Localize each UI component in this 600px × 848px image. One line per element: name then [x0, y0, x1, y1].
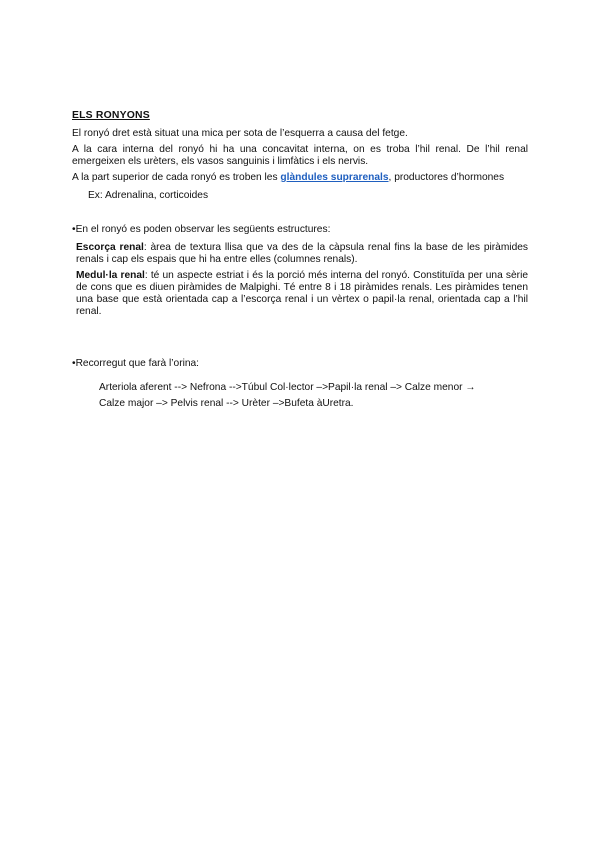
spacer: [72, 318, 528, 358]
paragraph-adrenal-end: , productores d’hormones: [388, 172, 505, 183]
paragraph-right-kidney: El ronyó dret està situat una mica per sota de l’esquerra a causa del fetge.: [72, 128, 408, 139]
document-title: ELS RONYONS: [72, 110, 150, 121]
paragraph-adrenal: [72, 172, 528, 184]
spacer: [72, 202, 528, 224]
document-page: [72, 110, 528, 410]
adrenal-glands-link[interactable]: glàndules suprarenals: [280, 172, 389, 183]
example-hormones: Ex: Adrenalina, corticoides: [88, 190, 209, 201]
renal-cortex-text: : àrea de textura llisa que va des de la càpsula renal fins la base de les piràmides renals i cap els espais que hi ha entre elles (columnes renals).: [76, 242, 528, 265]
paragraph-renal-cortex: [72, 242, 528, 266]
paragraph-renal-medulla: [72, 270, 528, 318]
structures-intro: •En el ronyó es poden observar les següents estructures:: [72, 224, 331, 235]
paragraph-adrenal-start: A la part superior de cada ronyó es troben les: [72, 172, 281, 183]
urine-route: [72, 382, 529, 410]
route-intro: •Recorregut que farà l’orina:: [72, 358, 200, 369]
route-line-2: Calze major –> Pelvis renal --> Urèter –>Bufeta àUretra.: [99, 398, 354, 409]
renal-cortex-term: Escorça renal: [76, 242, 144, 253]
route-line-1: Arteriola aferent --> Nefrona -->Túbul Col·lector –>Papil·la renal –> Calze menor →: [99, 382, 476, 393]
paragraph-hilum: A la cara interna del ronyó hi ha una concavitat interna, on es troba l’hil renal. De l’hil renal emergeixen els urèters, els vasos sanguinis i limfàtics i els nervis.: [72, 144, 528, 167]
renal-medulla-text: : té un aspecte estriat i és la porció més interna del ronyó. Constituïda per una sèrie de cons que es diuen piràmides de Malpighi. Té entre 8 i 18 piràmides renals. Les piràmides tenen una base que està orientada cap a l’escorça renal i un vèrtex o papil·la renal, orientada cap a l’hil renal.: [76, 270, 528, 317]
renal-medulla-term: Medul·la renal: [76, 270, 145, 281]
